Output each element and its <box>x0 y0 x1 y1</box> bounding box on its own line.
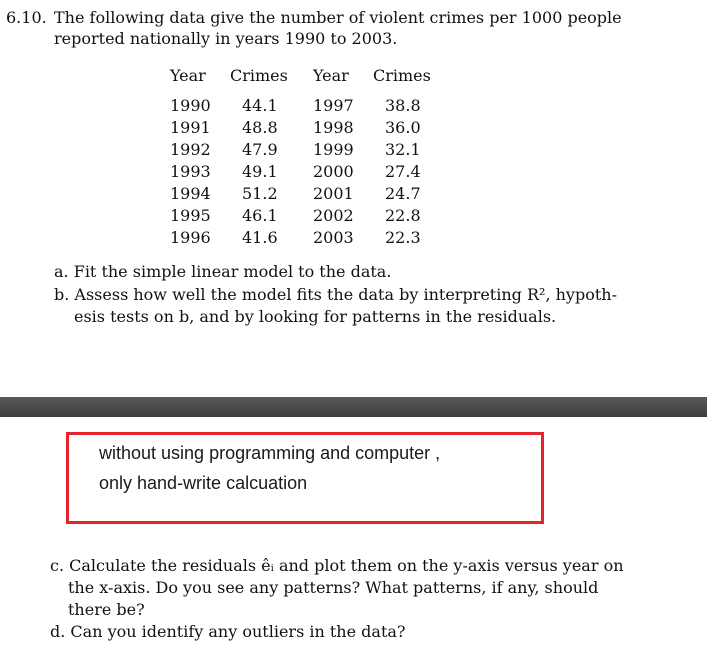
problem-number: 6.10. <box>6 8 47 27</box>
table-cell: 2002 <box>313 206 354 225</box>
table-cell: 1990 <box>170 96 211 115</box>
table-cell: 48.8 <box>242 118 278 137</box>
part-b-line-2: esis tests on b, and by looking for patterns in the residuals. <box>74 307 557 326</box>
table-cell: 24.7 <box>385 184 421 203</box>
handwritten-note-box <box>66 432 544 524</box>
table-header-crimes-2: Crimes <box>373 66 431 85</box>
table-cell: 2003 <box>313 228 354 247</box>
table-cell: 47.9 <box>242 140 278 159</box>
problem-text-line-2: reported nationally in years 1990 to 2003. <box>54 29 398 48</box>
part-c-line-1: c. Calculate the residuals êᵢ and plot them on the y-axis versus year on <box>50 556 624 575</box>
table-cell: 1996 <box>170 228 211 247</box>
note-line-2: only hand-write calcuation <box>99 473 308 493</box>
table-cell: 22.8 <box>385 206 421 225</box>
table-header-crimes-1: Crimes <box>230 66 288 85</box>
table-cell: 1997 <box>313 96 354 115</box>
part-b-line-1: b. Assess how well the model fits the data by interpreting R², hypoth- <box>54 285 617 304</box>
part-c-line-3: there be? <box>68 600 145 619</box>
table-cell: 44.1 <box>242 96 278 115</box>
table-cell: 51.2 <box>242 184 278 203</box>
problem-text-line-1: The following data give the number of violent crimes per 1000 people <box>54 8 622 27</box>
table-cell: 38.8 <box>385 96 421 115</box>
table-cell: 1998 <box>313 118 354 137</box>
part-d: d. Can you identify any outliers in the data? <box>50 622 406 641</box>
table-cell: 49.1 <box>242 162 278 181</box>
note-line-1: without using programming and computer , <box>99 443 441 463</box>
part-c-line-2: the x-axis. Do you see any patterns? What patterns, if any, should <box>68 578 599 597</box>
table-header-year-1: Year <box>170 66 206 85</box>
table-cell: 1992 <box>170 140 211 159</box>
part-a: a. Fit the simple linear model to the data. <box>54 262 392 281</box>
table-cell: 1993 <box>170 162 211 181</box>
table-cell: 1994 <box>170 184 211 203</box>
table-header-year-2: Year <box>313 66 349 85</box>
table-cell: 41.6 <box>242 228 278 247</box>
table-cell: 2001 <box>313 184 354 203</box>
table-cell: 46.1 <box>242 206 278 225</box>
table-cell: 32.1 <box>385 140 421 159</box>
table-cell: 1995 <box>170 206 211 225</box>
table-cell: 1991 <box>170 118 211 137</box>
table-cell: 1999 <box>313 140 354 159</box>
table-cell: 2000 <box>313 162 354 181</box>
divider-bar <box>0 397 707 417</box>
table-cell: 22.3 <box>385 228 421 247</box>
table-cell: 27.4 <box>385 162 421 181</box>
table-cell: 36.0 <box>385 118 421 137</box>
